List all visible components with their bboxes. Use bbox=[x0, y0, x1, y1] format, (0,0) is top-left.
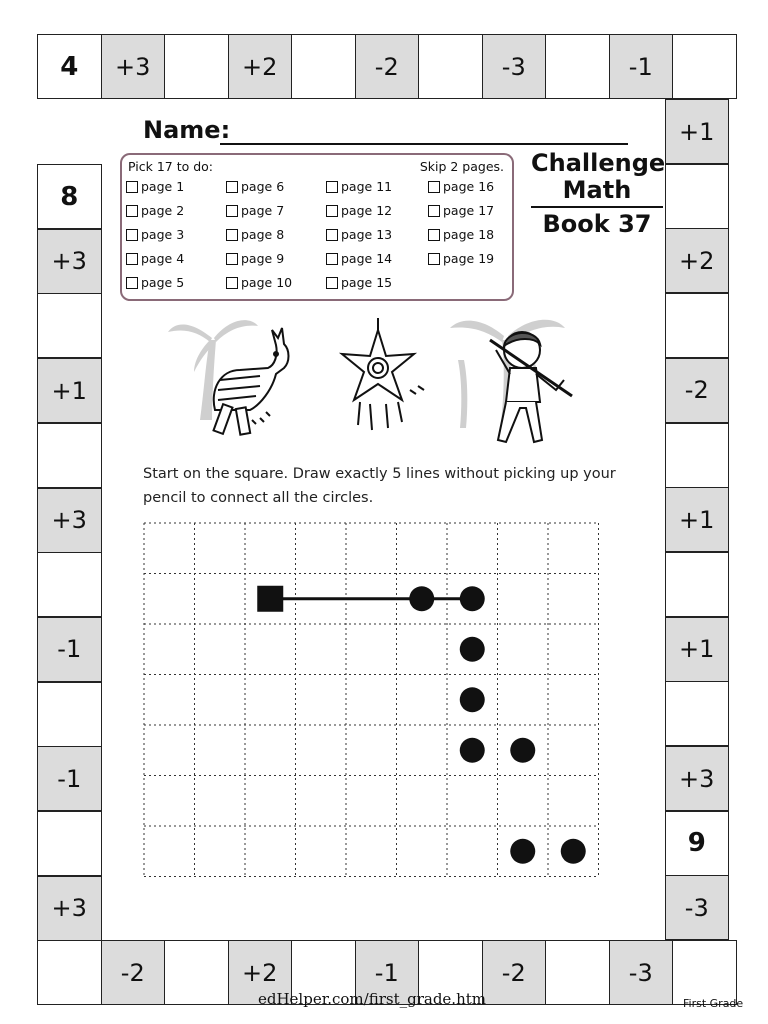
board-cell-top-10 bbox=[672, 34, 737, 99]
page-checkbox-item[interactable] bbox=[428, 227, 494, 242]
puzzle-circle bbox=[409, 586, 434, 611]
checkbox[interactable] bbox=[126, 277, 138, 289]
page-checkbox-item[interactable] bbox=[226, 179, 284, 194]
checkbox[interactable] bbox=[226, 181, 238, 193]
checkbox[interactable] bbox=[326, 277, 338, 289]
page-label: page 2 bbox=[141, 203, 185, 218]
page-checkbox-item[interactable] bbox=[428, 251, 494, 266]
page-label: page 13 bbox=[341, 227, 393, 242]
board-cell-right-2: +2 bbox=[665, 228, 729, 293]
page-label: page 4 bbox=[141, 251, 185, 266]
title-line-2: Math bbox=[562, 176, 632, 204]
board-cell-top-9: -1 bbox=[609, 34, 674, 99]
puzzle-circle bbox=[460, 637, 485, 662]
page-label: page 10 bbox=[241, 275, 293, 290]
board-cell-top-2 bbox=[164, 34, 229, 99]
board-cell-top-7: -3 bbox=[482, 34, 547, 99]
name-line[interactable] bbox=[220, 143, 628, 145]
checkbox[interactable] bbox=[428, 205, 440, 217]
board-cell-top-8 bbox=[545, 34, 610, 99]
board-cell-right-8: +1 bbox=[665, 617, 729, 682]
board-cell-bottom-7: -2 bbox=[482, 940, 547, 1005]
board-cell-left-5: +3 bbox=[37, 488, 102, 553]
start-square bbox=[257, 586, 283, 612]
page-label: page 6 bbox=[241, 179, 285, 194]
checkbox[interactable] bbox=[326, 253, 338, 265]
board-cell-top-1: +3 bbox=[101, 34, 166, 99]
page-checkbox-item[interactable] bbox=[326, 275, 392, 290]
board-cell-left-0: 8 bbox=[37, 164, 102, 229]
board-cell-bottom-2 bbox=[164, 940, 229, 1005]
instructions: Start on the square. Draw exactly 5 lines without picking up your pencil to connect all the circles. bbox=[143, 466, 616, 506]
page-checkbox-item[interactable] bbox=[126, 179, 184, 194]
page-checkbox-item[interactable] bbox=[226, 203, 284, 218]
page-checkbox-item[interactable] bbox=[126, 251, 184, 266]
page-label: page 16 bbox=[443, 179, 495, 194]
page-label: page 17 bbox=[443, 203, 495, 218]
checkbox[interactable] bbox=[428, 253, 440, 265]
page-checkbox-item[interactable] bbox=[226, 251, 284, 266]
checkbox[interactable] bbox=[126, 253, 138, 265]
board-cell-bottom-3: +2 bbox=[228, 940, 293, 1005]
child-icon bbox=[490, 332, 572, 442]
title-divider bbox=[531, 206, 663, 208]
pick-label: Pick 17 to do: bbox=[128, 159, 214, 174]
board-cell-left-11: +3 bbox=[37, 876, 102, 941]
footer-grade: First Grade bbox=[683, 997, 744, 1010]
page-checklist-box bbox=[120, 153, 514, 301]
page-label: page 11 bbox=[341, 179, 393, 194]
puzzle-circle bbox=[510, 839, 535, 864]
board-cell-top-3: +2 bbox=[228, 34, 293, 99]
board-cell-left-9: -1 bbox=[37, 746, 102, 811]
board-cell-left-4 bbox=[37, 423, 102, 488]
page-label: page 14 bbox=[341, 251, 393, 266]
donkey-pinata-icon bbox=[214, 328, 289, 435]
page-label: page 18 bbox=[443, 227, 495, 242]
checkbox[interactable] bbox=[226, 205, 238, 217]
page-label: page 15 bbox=[341, 275, 393, 290]
puzzle-circle bbox=[561, 839, 586, 864]
page-checkbox-item[interactable] bbox=[126, 227, 184, 242]
checkbox[interactable] bbox=[428, 181, 440, 193]
board-cell-left-6 bbox=[37, 552, 102, 617]
board-cell-bottom-8 bbox=[545, 940, 610, 1005]
board-cell-bottom-0 bbox=[37, 940, 102, 1005]
checkbox[interactable] bbox=[226, 253, 238, 265]
board-cell-right-10: +3 bbox=[665, 746, 729, 811]
checkbox[interactable] bbox=[126, 229, 138, 241]
board-cell-bottom-9: -3 bbox=[609, 940, 674, 1005]
page-checkbox-item[interactable] bbox=[126, 275, 184, 290]
board-cell-right-3 bbox=[665, 293, 729, 358]
puzzle-circle bbox=[510, 738, 535, 763]
page-checkbox-item[interactable] bbox=[326, 227, 392, 242]
page-checkbox-item[interactable] bbox=[428, 203, 494, 218]
board-cell-right-9 bbox=[665, 681, 729, 746]
board-cell-top-4 bbox=[291, 34, 356, 99]
pinata-illustration bbox=[160, 310, 600, 460]
board-cell-top-6 bbox=[418, 34, 483, 99]
board-cell-left-2 bbox=[37, 293, 102, 358]
page-checkbox-item[interactable] bbox=[326, 179, 392, 194]
puzzle-circle bbox=[460, 687, 485, 712]
board-cell-right-6: +1 bbox=[665, 487, 729, 552]
puzzle-circle bbox=[460, 586, 485, 611]
board-cell-left-1: +3 bbox=[37, 229, 102, 294]
page-checkbox-item[interactable] bbox=[428, 179, 494, 194]
board-cell-top-0: 4 bbox=[37, 34, 102, 99]
board-cell-right-12: -3 bbox=[665, 875, 729, 940]
skip-label: Skip 2 pages. bbox=[419, 159, 504, 174]
page-checkbox-item[interactable] bbox=[226, 227, 284, 242]
page-checkbox-item[interactable] bbox=[326, 251, 392, 266]
page-label: page 5 bbox=[141, 275, 185, 290]
checkbox[interactable] bbox=[226, 277, 238, 289]
board-cell-bottom-10 bbox=[672, 940, 737, 1005]
board-cell-right-1 bbox=[665, 164, 729, 229]
title-line-3: Book 37 bbox=[542, 210, 652, 238]
checkbox[interactable] bbox=[326, 229, 338, 241]
puzzle-circle bbox=[460, 738, 485, 763]
page-label: page 1 bbox=[141, 179, 185, 194]
board-cell-right-7 bbox=[665, 552, 729, 617]
checkbox[interactable] bbox=[226, 229, 238, 241]
checkbox[interactable] bbox=[428, 229, 440, 241]
page-checkbox-item[interactable] bbox=[226, 275, 292, 290]
board-cell-top-5: -2 bbox=[355, 34, 420, 99]
page-label: page 8 bbox=[241, 227, 285, 242]
page-label: page 19 bbox=[443, 251, 495, 266]
title-line-1: Challenge bbox=[531, 149, 666, 177]
board-cell-bottom-5: -1 bbox=[355, 940, 420, 1005]
board-cell-left-7: -1 bbox=[37, 617, 102, 682]
board-cell-left-8 bbox=[37, 682, 102, 747]
name-label: Name: bbox=[143, 116, 231, 144]
page-label: page 12 bbox=[341, 203, 393, 218]
board-cell-left-3: +1 bbox=[37, 358, 102, 423]
page-checkbox-item[interactable] bbox=[126, 203, 184, 218]
board-cell-right-0: +1 bbox=[665, 99, 729, 164]
page-checkbox-item[interactable] bbox=[326, 203, 392, 218]
board-cell-bottom-1: -2 bbox=[101, 940, 166, 1005]
board-cell-right-4: -2 bbox=[665, 358, 729, 423]
board-cell-right-5 bbox=[665, 423, 729, 488]
board-cell-left-10 bbox=[37, 811, 102, 876]
dot-grid-puzzle[interactable] bbox=[143, 522, 603, 892]
footer-site: edHelper.com/first_grade.htm bbox=[258, 990, 486, 1008]
page-label: page 3 bbox=[141, 227, 185, 242]
checkbox[interactable] bbox=[326, 181, 338, 193]
book-title bbox=[531, 149, 666, 238]
checkbox[interactable] bbox=[126, 205, 138, 217]
star-pinata-icon bbox=[342, 318, 424, 430]
board-cell-right-11: 9 bbox=[665, 811, 729, 876]
checkbox[interactable] bbox=[126, 181, 138, 193]
checkbox[interactable] bbox=[326, 205, 338, 217]
page-label: page 7 bbox=[241, 203, 285, 218]
page-label: page 9 bbox=[241, 251, 285, 266]
